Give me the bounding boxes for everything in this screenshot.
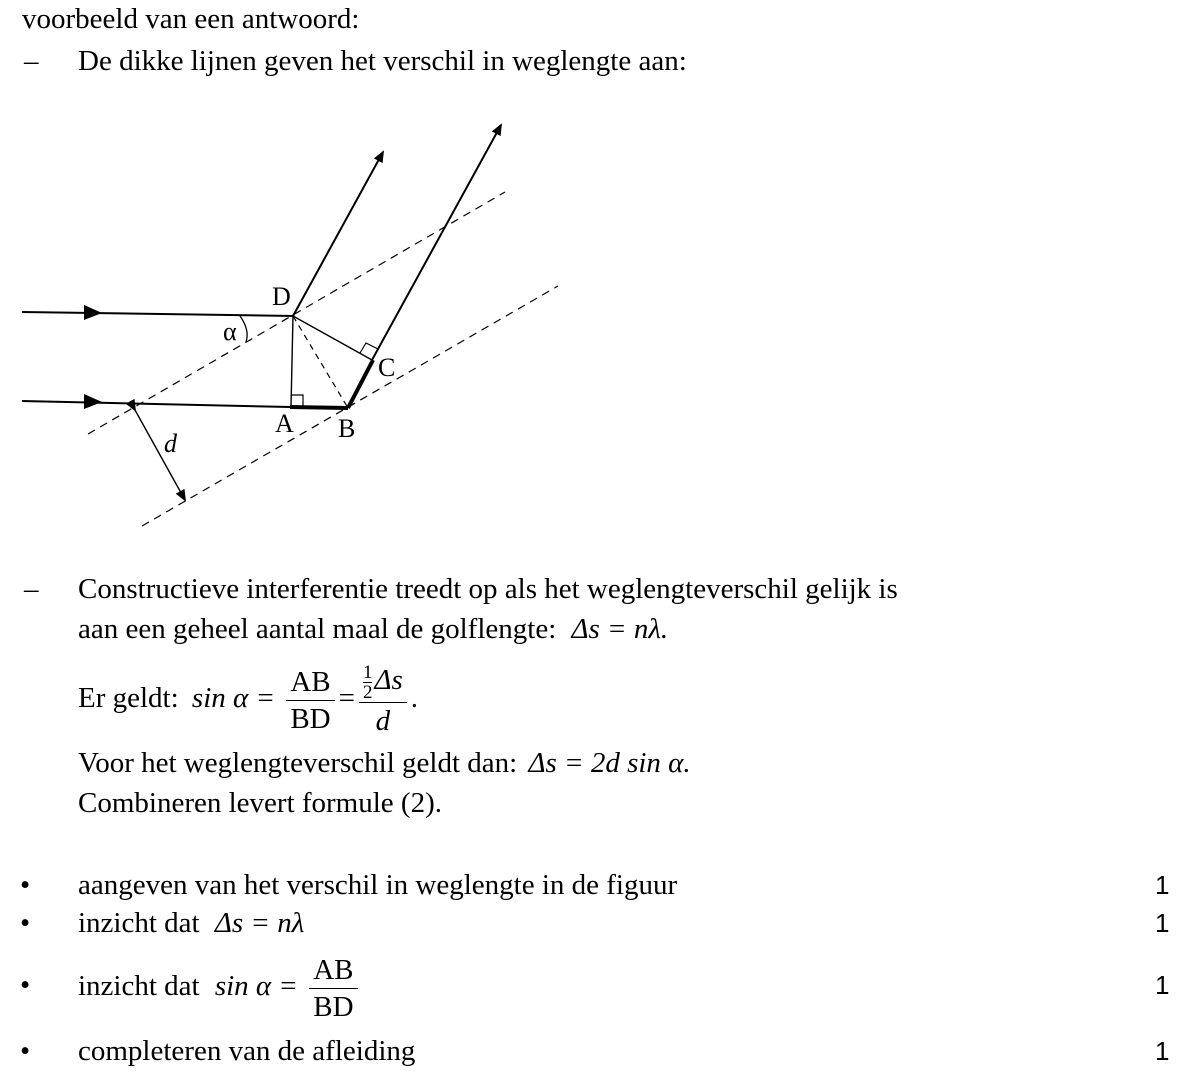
thick-segment-AB (290, 407, 348, 408)
fraction-half-delta-s-d (359, 662, 407, 739)
para2-line3 (78, 658, 418, 738)
half-fraction: $\frac{1}{2}$ (362, 661, 373, 703)
criterion-2-text: inzicht dat (78, 907, 200, 939)
arrowhead-upper (84, 305, 102, 320)
fraction-denominator: BD (290, 702, 331, 735)
criterion-1: aangeven van het verschil in weglengte in de figuur (78, 869, 678, 901)
bullet: • (20, 907, 31, 939)
para2-line2 (78, 612, 668, 646)
dash-marker-2: – (24, 573, 39, 605)
arrowhead-lower (84, 394, 102, 409)
alpha-arc (240, 316, 247, 342)
label-d: d (164, 429, 177, 458)
para2-line4-text: Voor het weglengteverschil geldt dan: (78, 747, 518, 779)
thick-segment-BC (348, 360, 373, 408)
label-D: D (272, 282, 291, 311)
segment-DC (293, 316, 372, 360)
criterion-3 (78, 946, 362, 1026)
para2-line1: Constructieve interferentie treedt op als het weglengteverschil gelijk is (78, 573, 898, 605)
label-C: C (378, 353, 396, 382)
incoming-ray-upper (22, 312, 294, 316)
fraction-denominator-2: d (375, 704, 391, 737)
equals-sign: = (338, 682, 355, 714)
score-4: 1 (1155, 1036, 1170, 1066)
fraction-numerator: AB (286, 664, 334, 701)
para2-line5: Combineren levert formule (2). (78, 787, 442, 819)
eq-delta-s-2d-sin: Δs = 2d sin α. (528, 747, 691, 779)
outgoing-ray-D (293, 152, 383, 316)
criterion-4: completeren van de afleiding (78, 1035, 416, 1067)
outgoing-ray-B (372, 125, 501, 360)
score-3: 1 (1155, 970, 1170, 1000)
dash-marker: – (24, 45, 39, 77)
distance-d-line (135, 410, 185, 500)
score-2: 1 (1155, 908, 1170, 938)
criterion-3-text: inzicht dat (78, 970, 200, 1002)
segment-DB-dashed (293, 316, 348, 408)
score-1: 1 (1155, 870, 1170, 900)
bullet: • (20, 969, 31, 1001)
intro-text: voorbeeld van een antwoord: (22, 3, 360, 35)
criterion-3-fraction (309, 952, 357, 1025)
right-angle-C (360, 343, 378, 353)
label-B: B (338, 414, 356, 443)
fraction-AB-BD (286, 664, 334, 737)
criterion-2-formula: Δs = nλ (214, 907, 305, 939)
line-thick-lines: De dikke lijnen geven het verschil in weglengte aan: (78, 45, 687, 77)
bullet: • (20, 1035, 31, 1067)
label-A: A (275, 409, 294, 438)
sin-alpha-eq: sin α = (191, 682, 276, 714)
eq-delta-s-n-lambda: Δs = nλ. (571, 613, 669, 645)
para2-line2-text: aan een geheel aantal maal de golflengte: (78, 613, 557, 645)
period: . (410, 682, 419, 714)
incoming-ray-lower (22, 401, 290, 407)
er-geldt: Er geldt: (78, 682, 179, 714)
segment-DA (291, 316, 293, 407)
criterion-3-denominator: BD (313, 990, 354, 1023)
fraction-numerator-2: $\frac{1}{2}$ Δs (359, 662, 407, 703)
bullet: • (20, 869, 31, 901)
label-alpha: α (223, 317, 237, 346)
criterion-3-formula: sin α = (214, 970, 298, 1002)
para2-line4 (78, 746, 691, 780)
criterion-2 (78, 906, 304, 940)
criterion-3-numerator: AB (309, 952, 357, 989)
